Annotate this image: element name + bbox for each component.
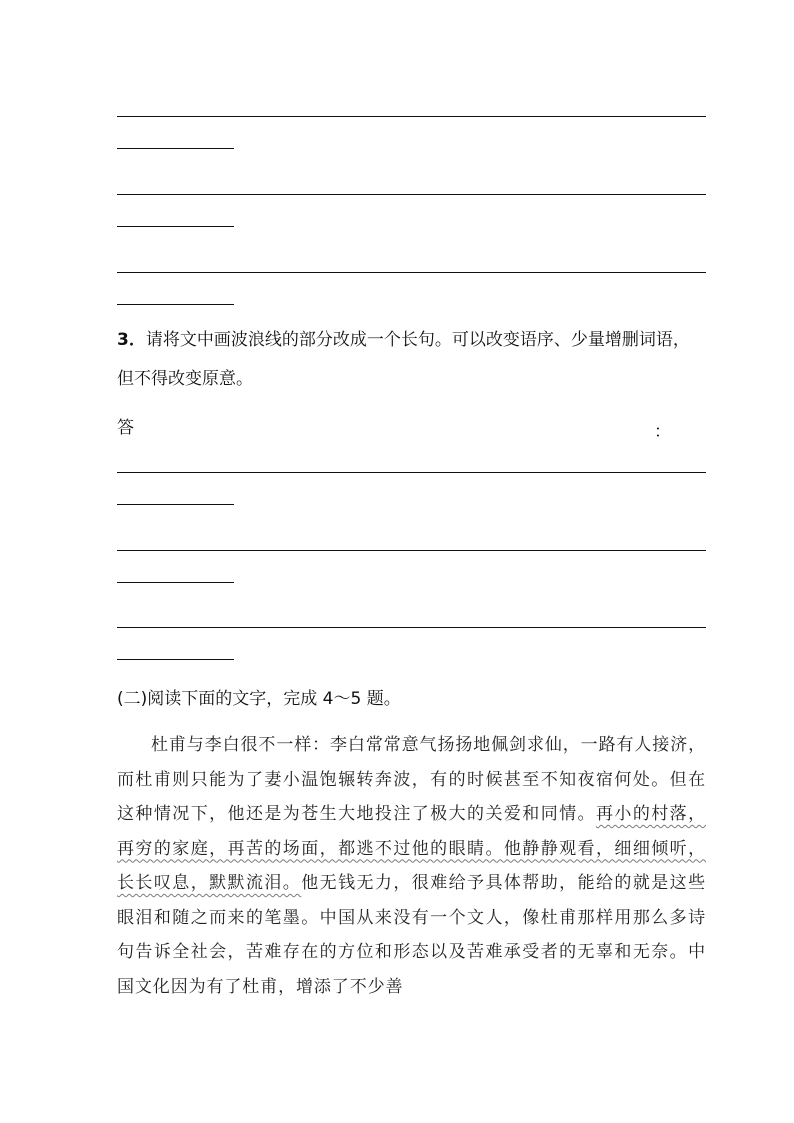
answer-line-short — [117, 504, 234, 505]
question-3 — [117, 321, 706, 399]
answer-line — [117, 194, 706, 195]
answer-line — [117, 472, 706, 473]
answer-line — [117, 116, 706, 117]
answer-colon: ： — [654, 422, 671, 442]
reading-passage — [117, 728, 706, 1004]
answer-line — [117, 272, 706, 273]
answer-label: 答 — [117, 418, 134, 438]
passage-part-2: 他无钱无力，很难给予具体帮助，能给的就是这些眼泪和随之而来的笔墨。中国从来没有一个文人，像杜甫那样用那么多诗句告诉全社会，苦难存在的方位和形态以及苦难承受者的无辜和无奈。中国文化因为有了杜甫，增添了不少善 — [117, 873, 706, 997]
answer-line-short — [117, 304, 234, 305]
wavy-underlined-text: 再小的村落，再穷的家庭，再苦的场面，都逃不过他的眼睛。他静静观看，细细倾听，长长叹息，默默流泪。 — [117, 804, 706, 893]
answer-line-short — [117, 148, 234, 149]
answer-line — [117, 627, 706, 628]
passage-part-1: 杜甫与李白很不一样：李白常常意气扬扬地佩剑求仙，一路有人接济，而杜甫则只能为了妻小温饱辗转奔波，有的时候甚至不知夜宿何处。但在这种情况下，他还是为苍生大地投注了极大的关爱和同情。 — [117, 735, 706, 824]
answer-line-short — [117, 582, 234, 583]
answer-line-short — [117, 226, 234, 227]
answer-line-short — [117, 659, 234, 660]
question-number: 3． — [117, 330, 146, 350]
answer-line — [117, 550, 706, 551]
section-title: (二)阅读下面的文字，完成 4～5 题。 — [117, 689, 401, 709]
question-text: 请将文中画波浪线的部分改成一个长句。可以改变语序、少量增删词语，但不得改变原意。 — [117, 330, 690, 389]
